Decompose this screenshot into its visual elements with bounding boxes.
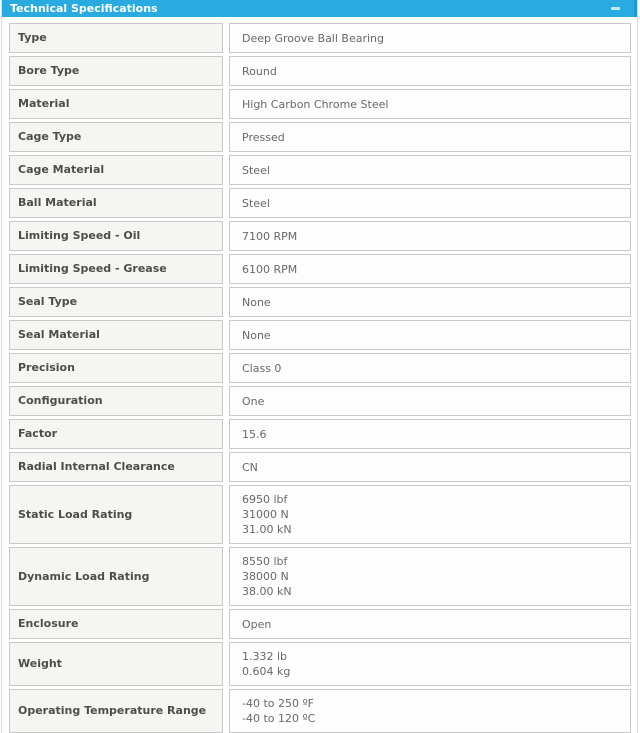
technical-specifications-panel — [1, 0, 638, 733]
spec-value — [229, 452, 631, 482]
spec-label: Factor — [9, 419, 223, 449]
spec-row — [9, 287, 631, 317]
spec-row — [9, 689, 631, 733]
spec-label: Dynamic Load Rating — [9, 547, 223, 606]
spec-row — [9, 89, 631, 119]
panel-title: Technical Specifications — [10, 2, 158, 15]
spec-value — [229, 23, 631, 53]
spec-value — [229, 689, 631, 733]
spec-value-line: -40 to 250 ºF — [242, 697, 315, 710]
spec-label: Limiting Speed - Oil — [9, 221, 223, 251]
spec-row — [9, 122, 631, 152]
spec-label: Type — [9, 23, 223, 53]
spec-value — [229, 485, 631, 544]
spec-row — [9, 56, 631, 86]
spec-row — [9, 23, 631, 53]
spec-label: Limiting Speed - Grease — [9, 254, 223, 284]
spec-label: Cage Type — [9, 122, 223, 152]
spec-label: Radial Internal Clearance — [9, 452, 223, 482]
spec-row — [9, 353, 631, 383]
spec-value-line: 0.604 kg — [242, 665, 291, 678]
spec-value — [229, 353, 631, 383]
spec-value — [229, 547, 631, 606]
spec-row — [9, 485, 631, 544]
spec-value-line: 7100 RPM — [242, 229, 298, 243]
spec-value-line: 6100 RPM — [242, 262, 298, 276]
spec-value — [229, 287, 631, 317]
spec-label: Static Load Rating — [9, 485, 223, 544]
spec-value-line: 8550 lbf — [242, 555, 288, 568]
spec-value-line: -40 to 120 ºC — [242, 712, 316, 725]
spec-label: Enclosure — [9, 609, 223, 639]
spec-value-line: One — [242, 394, 265, 408]
spec-value-line: Steel — [242, 163, 270, 177]
spec-value-line: Open — [242, 617, 272, 631]
spec-row — [9, 221, 631, 251]
spec-value-line: Round — [242, 64, 277, 78]
spec-value-line: 1.332 lb — [242, 650, 288, 663]
spec-value — [229, 89, 631, 119]
spec-label: Bore Type — [9, 56, 223, 86]
spec-value — [229, 122, 631, 152]
spec-value — [229, 642, 631, 686]
spec-value-line: 31000 N — [242, 508, 289, 521]
spec-row — [9, 254, 631, 284]
spec-value — [229, 155, 631, 185]
spec-row — [9, 155, 631, 185]
spec-row — [9, 547, 631, 606]
spec-label: Ball Material — [9, 188, 223, 218]
spec-label: Weight — [9, 642, 223, 686]
spec-value-line: 38.00 kN — [242, 585, 292, 598]
spec-value-line: 31.00 kN — [242, 523, 292, 536]
spec-row — [9, 386, 631, 416]
spec-value-line: Deep Groove Ball Bearing — [242, 31, 385, 45]
spec-value-line: Steel — [242, 196, 270, 210]
spec-value — [229, 188, 631, 218]
spec-row — [9, 609, 631, 639]
spec-label: Configuration — [9, 386, 223, 416]
spec-value-line: Pressed — [242, 130, 285, 144]
panel-header[interactable] — [2, 0, 637, 17]
spec-value — [229, 419, 631, 449]
spec-value-line: 15.6 — [242, 427, 267, 441]
spec-value-line: Class 0 — [242, 361, 282, 375]
spec-label: Cage Material — [9, 155, 223, 185]
spec-value — [229, 386, 631, 416]
spec-row — [9, 452, 631, 482]
spec-row — [9, 188, 631, 218]
spec-value — [229, 221, 631, 251]
spec-value-line: 6950 lbf — [242, 493, 288, 506]
spec-label: Seal Material — [9, 320, 223, 350]
spec-value-line: None — [242, 328, 271, 342]
spec-value-line: CN — [242, 460, 258, 474]
spec-value-line: High Carbon Chrome Steel — [242, 97, 389, 111]
spec-value — [229, 56, 631, 86]
spec-label: Operating Temperature Range — [9, 689, 223, 733]
spec-value-line: 38000 N — [242, 570, 289, 583]
spec-value — [229, 254, 631, 284]
spec-value-line: None — [242, 295, 271, 309]
spec-value — [229, 320, 631, 350]
spec-label: Precision — [9, 353, 223, 383]
spec-label: Material — [9, 89, 223, 119]
spec-row — [9, 320, 631, 350]
spec-table — [2, 17, 637, 733]
spec-label: Seal Type — [9, 287, 223, 317]
spec-row — [9, 419, 631, 449]
spec-row — [9, 642, 631, 686]
minus-icon[interactable] — [611, 7, 620, 10]
spec-value — [229, 609, 631, 639]
